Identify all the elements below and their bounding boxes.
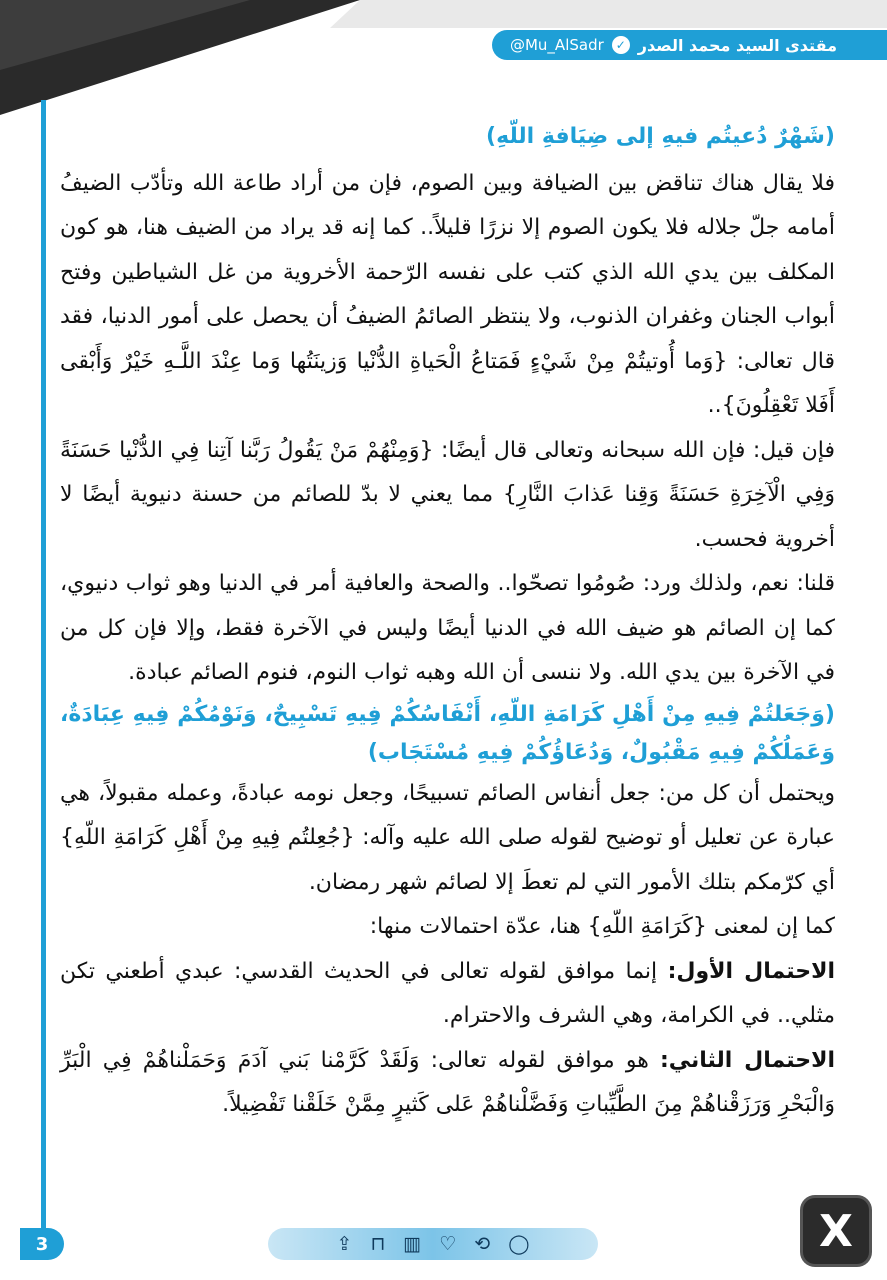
account-name: مقتدى السيد محمد الصدر [637,35,837,55]
like-icon[interactable]: ♡ [439,1233,457,1255]
paragraph-7 [60,1039,835,1128]
option-1-label: الاحتمال الأول: [667,958,835,984]
bookmark-icon[interactable]: ⊓ [370,1233,386,1255]
option-2-text: هو موافق لقوله تعالى: وَلَقَدْ كَرَّمْنا بَني آدَمَ وَحَمَلْناهُمْ فِي الْبَرِّ وَالْبَحْرِ وَرَزَقْناهُمْ مِنَ الطَّيِّباتِ وَفَضَّلْناهُمْ عَلى كَثيرٍ مِمَّنْ خَلَقْنا تَفْضِيلاً. [60,1047,835,1117]
reply-icon[interactable]: ◯ [508,1233,530,1255]
verified-icon: ✓ [612,36,630,54]
paragraph-5: كما إن لمعنى {كَرَامَةِ اللّهِ} هنا، عدّة احتمالات منها: [369,914,835,939]
corner-decoration [0,0,887,120]
paragraph-6 [60,950,835,1039]
option-1-text: إنما موافق لقوله تعالى في الحديث القدسي: عبدي أطعني تكن مثلي.. في الكرامة، وهي الشرف والاحترام. [60,958,835,1028]
tweet-actions-bar [268,1228,598,1260]
left-accent-line [41,100,46,1230]
paragraph-3: قلنا: نعم، ولذلك ورد: صُومُوا تصحّوا.. والصحة والعافية أمر في الدنيا وهو ثواب دنيوي، كما إن الصائم هو ضيف الله في الدنيا أيضًا وليس في الآخرة فقط، وإلا فإن كل من في الآخرة بين يدي الله. ولا ننسى أن الله وهبه ثواب النوم، فنوم الصائم عبادة. [60,571,835,685]
paragraph-1: فلا يقال هناك تناقض بين الضيافة وبين الصوم، فإن من أراد طاعة الله وتأدّب الضيفُ أمامه جلّ جلاله فلا يكون الصوم إلا نزرًا قليلاً.. كما إنه قد يراد من الضيف هنا، هو كون المكلف بين يدي الله الذي كتب على نفسه الرّحمة الأخروية من غل الشياطين وفتح أبواب الجنان وغفران الذنوب، ولا ينتظر الصائمُ الضيفُ أن يحصل على أمور الدنيا، فقد قال تعالى: {وَما أُوتيتُمْ مِنْ شَيْءٍ فَمَتاعُ الْحَياةِ الدُّنْيا وَزينَتُها وَما عِنْدَ اللَّـهِ خَيْرٌ وَأَبْقى أَفَلا تَعْقِلُونَ}.. [60,170,835,418]
account-header[interactable] [510,32,837,58]
quote-heading-2: (وَجَعَلتُمْ فِيهِ مِنْ أَهْلِ كَرَامَةِ اللّهِ، أَنْفَاسُكُمْ فِيهِ تَسْبِيحٌ، وَنَوْمُكُمْ فِيهِ عِبَادَةٌ، وَعَمَلُكُمْ فِيهِ مَقْبُولٌ، وَدُعَاؤُكُمْ فِيهِ مُسْتَجَاب) [60,701,835,765]
paragraph-2: فإن قيل: فإن الله سبحانه وتعالى قال أيضًا: {وَمِنْهُمْ مَنْ يَقُولُ رَبَّنا آتِنا فِي الدُّنْيا حَسَنَةً وَفِي الْآخِرَةِ حَسَنَةً وَقِنا عَذابَ النَّارِ} مما يعني لا بدّ للصائم من حسنة دنيوية أيضًا لا أخروية فحسب. [60,437,835,552]
page-number: 3 [20,1228,64,1260]
quote-heading-1: (شَهْرٌ دُعيتُم فيهِ إلى ضِيَافةِ اللّهِ) [486,124,835,149]
option-2-label: الاحتمال الثاني: [659,1047,835,1073]
paragraph-4: ويحتمل أن كل من: جعل أنفاس الصائم تسبيحًا، وجعل نومه عبادةً، وعمله مقبولاً، هي عبارة عن تعليل أو توضيح لقوله صلى الله عليه وآله: {جُعِلتُم فِيهِ مِنْ أَهْلِ كَرَامَةِ اللّهِ} أي كرّمكم بتلك الأمور التي لم تعطَ إلا لصائم شهر رمضان. [60,780,835,895]
article-body [60,115,835,1128]
stats-icon[interactable]: ▥ [403,1233,422,1255]
account-handle: @Mu_AlSadr [509,36,604,54]
share-icon[interactable]: ⇪ [336,1233,353,1255]
retweet-icon[interactable]: ⟲ [474,1233,491,1255]
x-logo: X [803,1198,869,1264]
